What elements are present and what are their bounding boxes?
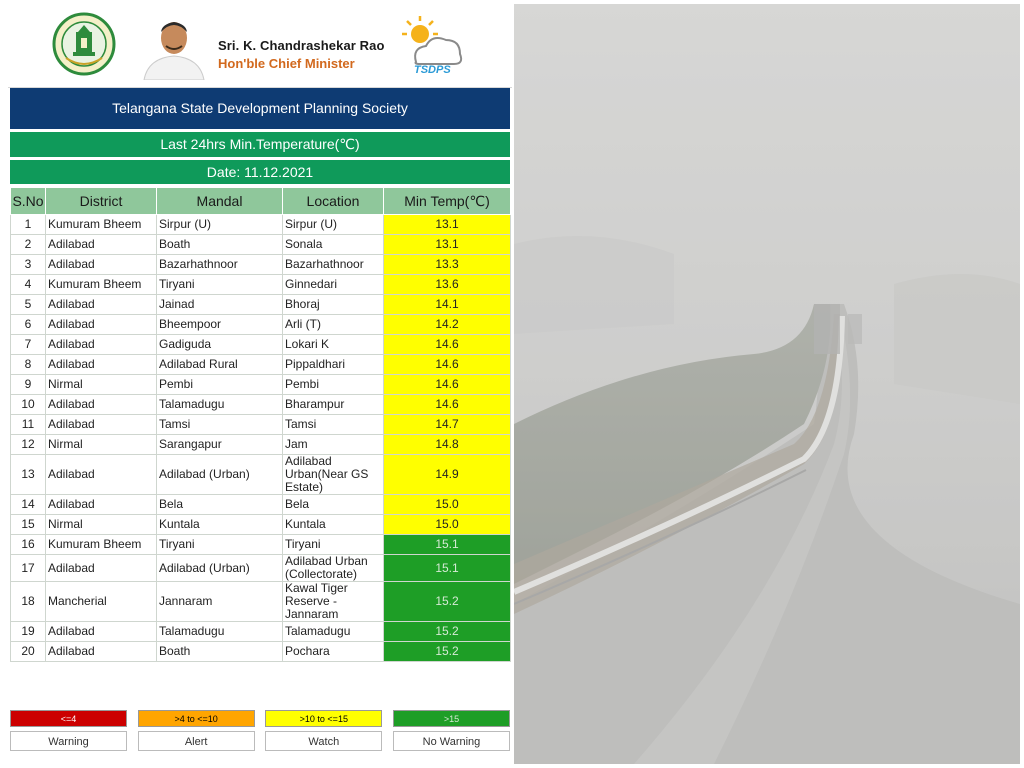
table-row — [11, 235, 511, 255]
cell-mandal: Adilabad Rural — [157, 355, 283, 375]
table-row — [11, 622, 511, 642]
legend-swatch-yellow: >10 to <=15 — [265, 710, 382, 727]
chief-minister-name: Sri. K. Chandrashekar Rao — [218, 38, 385, 53]
cell-sno: 16 — [11, 535, 46, 555]
cell-mandal: Boath — [157, 235, 283, 255]
table-header-row — [11, 188, 511, 215]
cell-district: Adilabad — [46, 355, 157, 375]
cell-district: Nirmal — [46, 375, 157, 395]
cell-sno: 6 — [11, 315, 46, 335]
legend-swatch-red: <=4 — [10, 710, 127, 727]
organization-title: Telangana State Development Planning Society — [10, 88, 510, 129]
column-header-sno: S.No — [11, 188, 46, 215]
cell-mandal: Adilabad (Urban) — [157, 455, 283, 495]
cell-district: Adilabad — [46, 495, 157, 515]
cell-location: Jam — [283, 435, 384, 455]
cell-sno: 2 — [11, 235, 46, 255]
legend-label-green: No Warning — [393, 731, 510, 751]
cell-min-temp: 14.6 — [384, 375, 511, 395]
legend — [10, 710, 510, 751]
cell-district: Nirmal — [46, 515, 157, 535]
cell-mandal: Bheempoor — [157, 315, 283, 335]
cell-min-temp: 14.6 — [384, 335, 511, 355]
legend-label-yellow: Watch — [265, 731, 382, 751]
table-row — [11, 535, 511, 555]
cell-location: Sirpur (U) — [283, 215, 384, 235]
cell-location: Pippaldhari — [283, 355, 384, 375]
cell-district: Adilabad — [46, 622, 157, 642]
table-row — [11, 275, 511, 295]
cell-district: Kumuram Bheem — [46, 215, 157, 235]
foggy-highway-illustration — [514, 4, 1020, 764]
cell-district: Mancherial — [46, 582, 157, 622]
report-title: Last 24hrs Min.Temperature(℃) — [10, 132, 510, 157]
cell-location: Talamadugu — [283, 622, 384, 642]
table-row — [11, 515, 511, 535]
legend-label-orange: Alert — [138, 731, 255, 751]
cell-location: Lokari K — [283, 335, 384, 355]
legend-labels — [10, 727, 510, 751]
cell-sno: 7 — [11, 335, 46, 355]
table-body — [11, 215, 511, 662]
temperature-bulletin — [8, 4, 512, 764]
cell-district: Adilabad — [46, 455, 157, 495]
cell-min-temp: 13.3 — [384, 255, 511, 275]
chief-minister-title: Hon'ble Chief Minister — [218, 56, 355, 71]
cell-district: Adilabad — [46, 335, 157, 355]
cell-min-temp: 13.6 — [384, 275, 511, 295]
table-row — [11, 495, 511, 515]
legend-swatch-green: >15 — [393, 710, 510, 727]
foggy-highway-photo — [514, 4, 1020, 764]
cell-min-temp: 15.2 — [384, 622, 511, 642]
tsdps-logo-text: TSDPS — [414, 64, 451, 76]
cell-min-temp: 14.1 — [384, 295, 511, 315]
cell-sno: 5 — [11, 295, 46, 315]
cell-min-temp: 14.9 — [384, 455, 511, 495]
cell-min-temp: 15.2 — [384, 642, 511, 662]
cell-mandal: Tiryani — [157, 275, 283, 295]
cell-sno: 17 — [11, 555, 46, 582]
column-header-location: Location — [283, 188, 384, 215]
cell-mandal: Bela — [157, 495, 283, 515]
cell-min-temp: 14.8 — [384, 435, 511, 455]
column-header-mandal: Mandal — [157, 188, 283, 215]
cell-district: Adilabad — [46, 295, 157, 315]
cell-mandal: Sarangapur — [157, 435, 283, 455]
cell-district: Adilabad — [46, 255, 157, 275]
cell-mandal: Adilabad (Urban) — [157, 555, 283, 582]
cell-mandal: Talamadugu — [157, 622, 283, 642]
cell-mandal: Tamsi — [157, 415, 283, 435]
cell-district: Adilabad — [46, 415, 157, 435]
cell-location: Kawal Tiger Reserve - Jannaram — [283, 582, 384, 622]
cell-min-temp: 15.0 — [384, 515, 511, 535]
report-date: Date: 11.12.2021 — [10, 160, 510, 184]
cell-min-temp: 14.6 — [384, 355, 511, 375]
cell-district: Adilabad — [46, 395, 157, 415]
legend-swatch-orange: >4 to <=10 — [138, 710, 255, 727]
cell-location: Adilabad Urban (Collectorate) — [283, 555, 384, 582]
table-row — [11, 335, 511, 355]
cell-mandal: Boath — [157, 642, 283, 662]
cell-mandal: Jannaram — [157, 582, 283, 622]
cell-location: Tamsi — [283, 415, 384, 435]
cell-location: Pembi — [283, 375, 384, 395]
chief-minister-portrait-icon — [136, 12, 212, 80]
cell-sno: 20 — [11, 642, 46, 662]
temperature-table — [10, 187, 511, 662]
cell-location: Ginnedari — [283, 275, 384, 295]
cell-min-temp: 13.1 — [384, 215, 511, 235]
table-row — [11, 582, 511, 622]
cell-sno: 8 — [11, 355, 46, 375]
cell-mandal: Pembi — [157, 375, 283, 395]
cell-district: Kumuram Bheem — [46, 535, 157, 555]
table-row — [11, 295, 511, 315]
cell-location: Bazarhathnoor — [283, 255, 384, 275]
cell-min-temp: 15.1 — [384, 535, 511, 555]
cell-sno: 14 — [11, 495, 46, 515]
cell-location: Bhoraj — [283, 295, 384, 315]
cell-district: Adilabad — [46, 555, 157, 582]
table-row — [11, 355, 511, 375]
table-row — [11, 642, 511, 662]
cell-min-temp: 13.1 — [384, 235, 511, 255]
cell-location: Adilabad Urban(Near GS Estate) — [283, 455, 384, 495]
telangana-emblem-icon — [52, 12, 116, 76]
cell-sno: 10 — [11, 395, 46, 415]
table-row — [11, 435, 511, 455]
cell-sno: 12 — [11, 435, 46, 455]
cell-location: Bharampur — [283, 395, 384, 415]
cell-district: Adilabad — [46, 315, 157, 335]
cell-location: Tiryani — [283, 535, 384, 555]
column-header-min-temp: Min Temp(℃) — [384, 188, 511, 215]
cell-min-temp: 15.0 — [384, 495, 511, 515]
cell-mandal: Talamadugu — [157, 395, 283, 415]
cell-sno: 1 — [11, 215, 46, 235]
cell-district: Nirmal — [46, 435, 157, 455]
cell-location: Pochara — [283, 642, 384, 662]
table-row — [11, 315, 511, 335]
cell-min-temp: 14.6 — [384, 395, 511, 415]
cell-location: Bela — [283, 495, 384, 515]
table-row — [11, 255, 511, 275]
column-header-district: District — [46, 188, 157, 215]
table-row — [11, 415, 511, 435]
bulletin-header — [8, 4, 512, 88]
cell-district: Adilabad — [46, 235, 157, 255]
table-row — [11, 395, 511, 415]
table-row — [11, 455, 511, 495]
cell-location: Arli (T) — [283, 315, 384, 335]
cell-mandal: Bazarhathnoor — [157, 255, 283, 275]
legend-swatches — [10, 710, 510, 727]
cell-sno: 4 — [11, 275, 46, 295]
cell-location: Sonala — [283, 235, 384, 255]
cell-sno: 9 — [11, 375, 46, 395]
cell-mandal: Jainad — [157, 295, 283, 315]
cell-district: Kumuram Bheem — [46, 275, 157, 295]
cell-mandal: Kuntala — [157, 515, 283, 535]
cell-min-temp: 15.1 — [384, 555, 511, 582]
legend-label-red: Warning — [10, 731, 127, 751]
table-row — [11, 215, 511, 235]
cell-sno: 3 — [11, 255, 46, 275]
cell-min-temp: 14.2 — [384, 315, 511, 335]
cell-min-temp: 15.2 — [384, 582, 511, 622]
cell-sno: 11 — [11, 415, 46, 435]
cell-sno: 15 — [11, 515, 46, 535]
table-row — [11, 555, 511, 582]
cell-district: Adilabad — [46, 642, 157, 662]
cell-mandal: Gadiguda — [157, 335, 283, 355]
cell-mandal: Tiryani — [157, 535, 283, 555]
cell-sno: 13 — [11, 455, 46, 495]
cell-sno: 19 — [11, 622, 46, 642]
cell-mandal: Sirpur (U) — [157, 215, 283, 235]
cell-sno: 18 — [11, 582, 46, 622]
cell-location: Kuntala — [283, 515, 384, 535]
cell-min-temp: 14.7 — [384, 415, 511, 435]
table-row — [11, 375, 511, 395]
